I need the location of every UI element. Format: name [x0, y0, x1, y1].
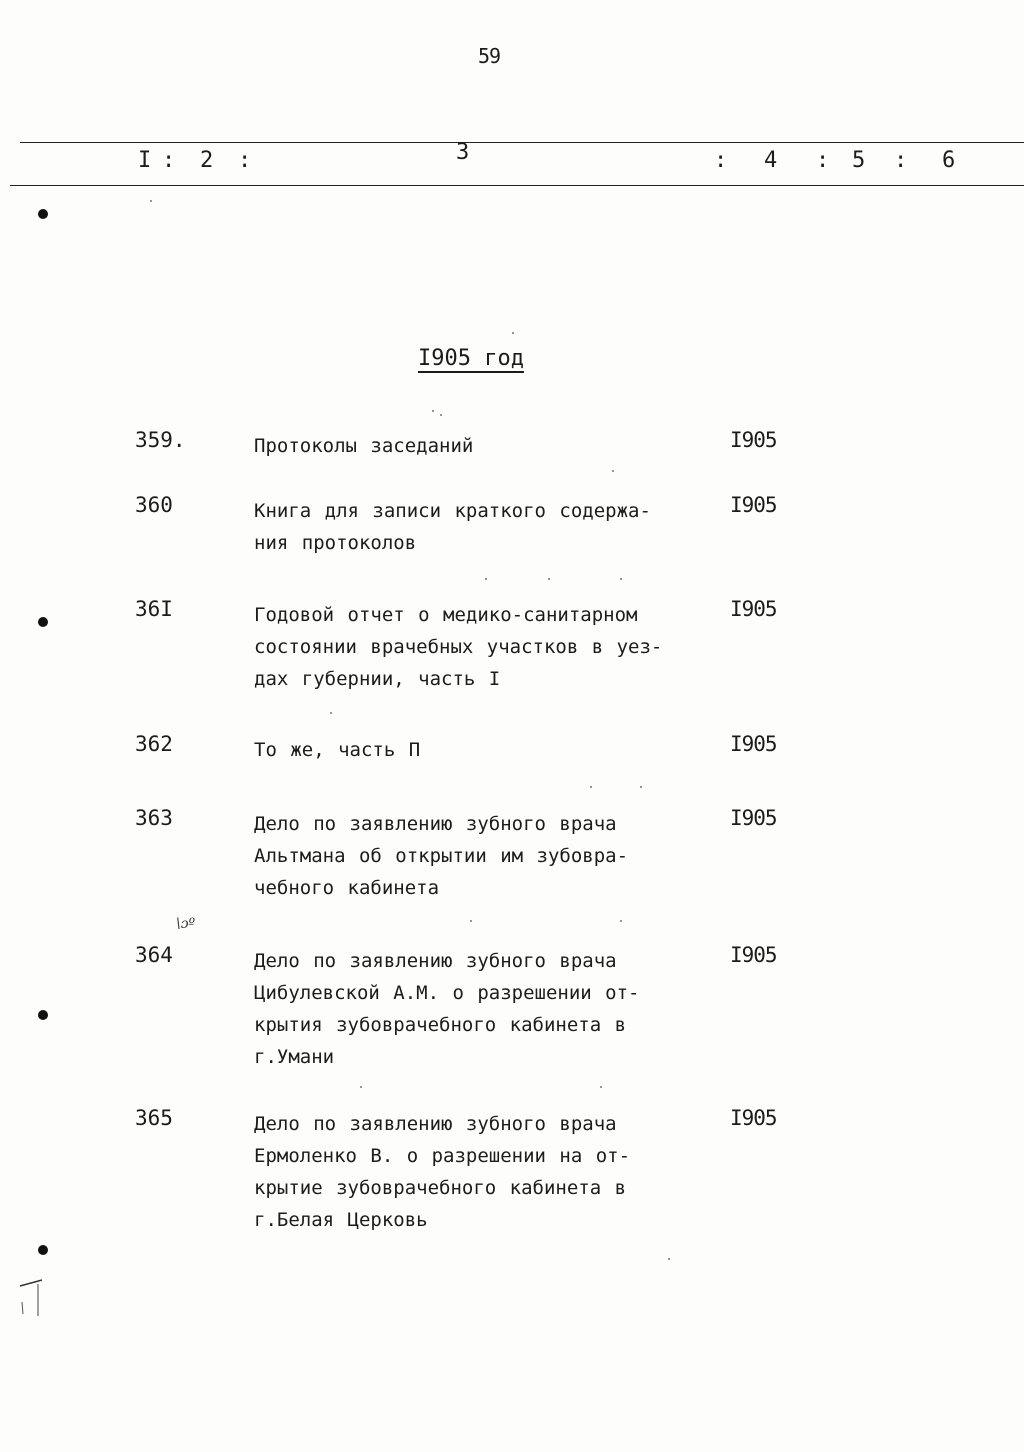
table-header-top-rule	[20, 142, 1024, 143]
scan-speck	[590, 786, 592, 788]
column-header-6: 6	[942, 148, 956, 173]
entry-number: 360	[135, 493, 173, 517]
column-separator: :	[816, 148, 830, 173]
margin-note: \ɔº	[176, 916, 196, 932]
scan-speck	[485, 578, 487, 580]
scan-speck	[640, 786, 642, 788]
entry-year: I905	[730, 597, 777, 621]
scan-speck	[668, 1258, 670, 1260]
column-separator: :	[714, 148, 728, 173]
entry-title-line: г.Умани	[254, 1046, 335, 1068]
column-separator: :	[162, 148, 176, 173]
entry-number: 36I	[135, 597, 173, 621]
entry-title	[254, 430, 709, 462]
column-header-5: 5	[852, 148, 866, 173]
entry-title-line: Книга для записи краткого содержа-	[254, 500, 651, 522]
scan-speck	[360, 1086, 362, 1088]
entry-number: 362	[135, 732, 173, 756]
scan-speck	[620, 578, 622, 580]
scan-speck	[150, 200, 152, 202]
scan-speck	[600, 1086, 602, 1088]
punch-hole-mark	[38, 209, 48, 219]
punch-hole-mark	[38, 1245, 48, 1255]
column-header-1: I	[138, 148, 152, 173]
entry-title-line: Годовой отчет о медико-санитарном	[254, 604, 638, 626]
entry-title-line: Цибулевской А.М. о разрешении от-	[254, 982, 640, 1004]
entry-title	[254, 945, 709, 1073]
margin-scratch-mark	[16, 1272, 46, 1322]
page-number: 59	[478, 44, 501, 68]
entry-title-line: чебного кабинета	[254, 877, 440, 899]
entry-year: I905	[730, 943, 777, 967]
column-separator: :	[238, 148, 252, 173]
entry-number: 363	[135, 806, 173, 830]
entry-title-line: дах губернии, часть I	[254, 668, 501, 690]
scan-speck	[512, 332, 514, 334]
column-separator: :	[894, 148, 908, 173]
entry-title-line: состоянии врачебных участков в уез-	[254, 636, 663, 658]
entry-title-line: Дело по заявлению зубного врача	[254, 813, 617, 835]
entry-title	[254, 808, 709, 904]
entry-title	[254, 495, 709, 559]
entry-number: 364	[135, 943, 173, 967]
column-header-4: 4	[764, 148, 778, 173]
entry-number: 359.	[135, 428, 186, 452]
entry-title	[254, 1108, 709, 1236]
scan-speck	[620, 920, 622, 922]
scan-speck	[440, 414, 442, 416]
entry-year: I905	[730, 428, 777, 452]
entry-title-line: То же, часть П	[254, 739, 421, 761]
scan-speck	[470, 920, 472, 922]
punch-hole-mark	[38, 617, 48, 627]
entry-title-line: крытие зубоврачебного кабинета в	[254, 1177, 627, 1199]
entry-year: I905	[730, 1106, 777, 1130]
entry-year: I905	[730, 493, 777, 517]
entry-title-line: Дело по заявлению зубного врача	[254, 1113, 617, 1135]
entry-title-line: крытия зубоврачебного кабинета в	[254, 1014, 627, 1036]
entry-title-line: г.Белая Церковь	[254, 1209, 428, 1231]
column-header-2: 2	[200, 148, 214, 173]
section-heading: I905 год	[418, 346, 524, 371]
column-header-3: 3	[456, 140, 470, 165]
scan-speck	[330, 712, 332, 714]
entry-title-line: Дело по заявлению зубного врача	[254, 950, 617, 972]
entry-title	[254, 599, 709, 695]
punch-hole-mark	[38, 1010, 48, 1020]
entry-year: I905	[730, 732, 777, 756]
entry-title-line: Ермоленко В. о разрешении на от-	[254, 1145, 631, 1167]
entry-title-line: Протоколы заседаний	[254, 435, 474, 457]
entry-title-line: Альтмана об открытии им зубовра-	[254, 845, 629, 867]
scan-speck	[432, 410, 434, 412]
entry-title	[254, 734, 709, 766]
scan-speck	[612, 470, 614, 472]
entry-year: I905	[730, 806, 777, 830]
scan-speck	[548, 578, 550, 580]
table-header-bottom-rule	[10, 185, 1024, 186]
entry-title-line: ния протоколов	[254, 532, 417, 554]
entry-number: 365	[135, 1106, 173, 1130]
